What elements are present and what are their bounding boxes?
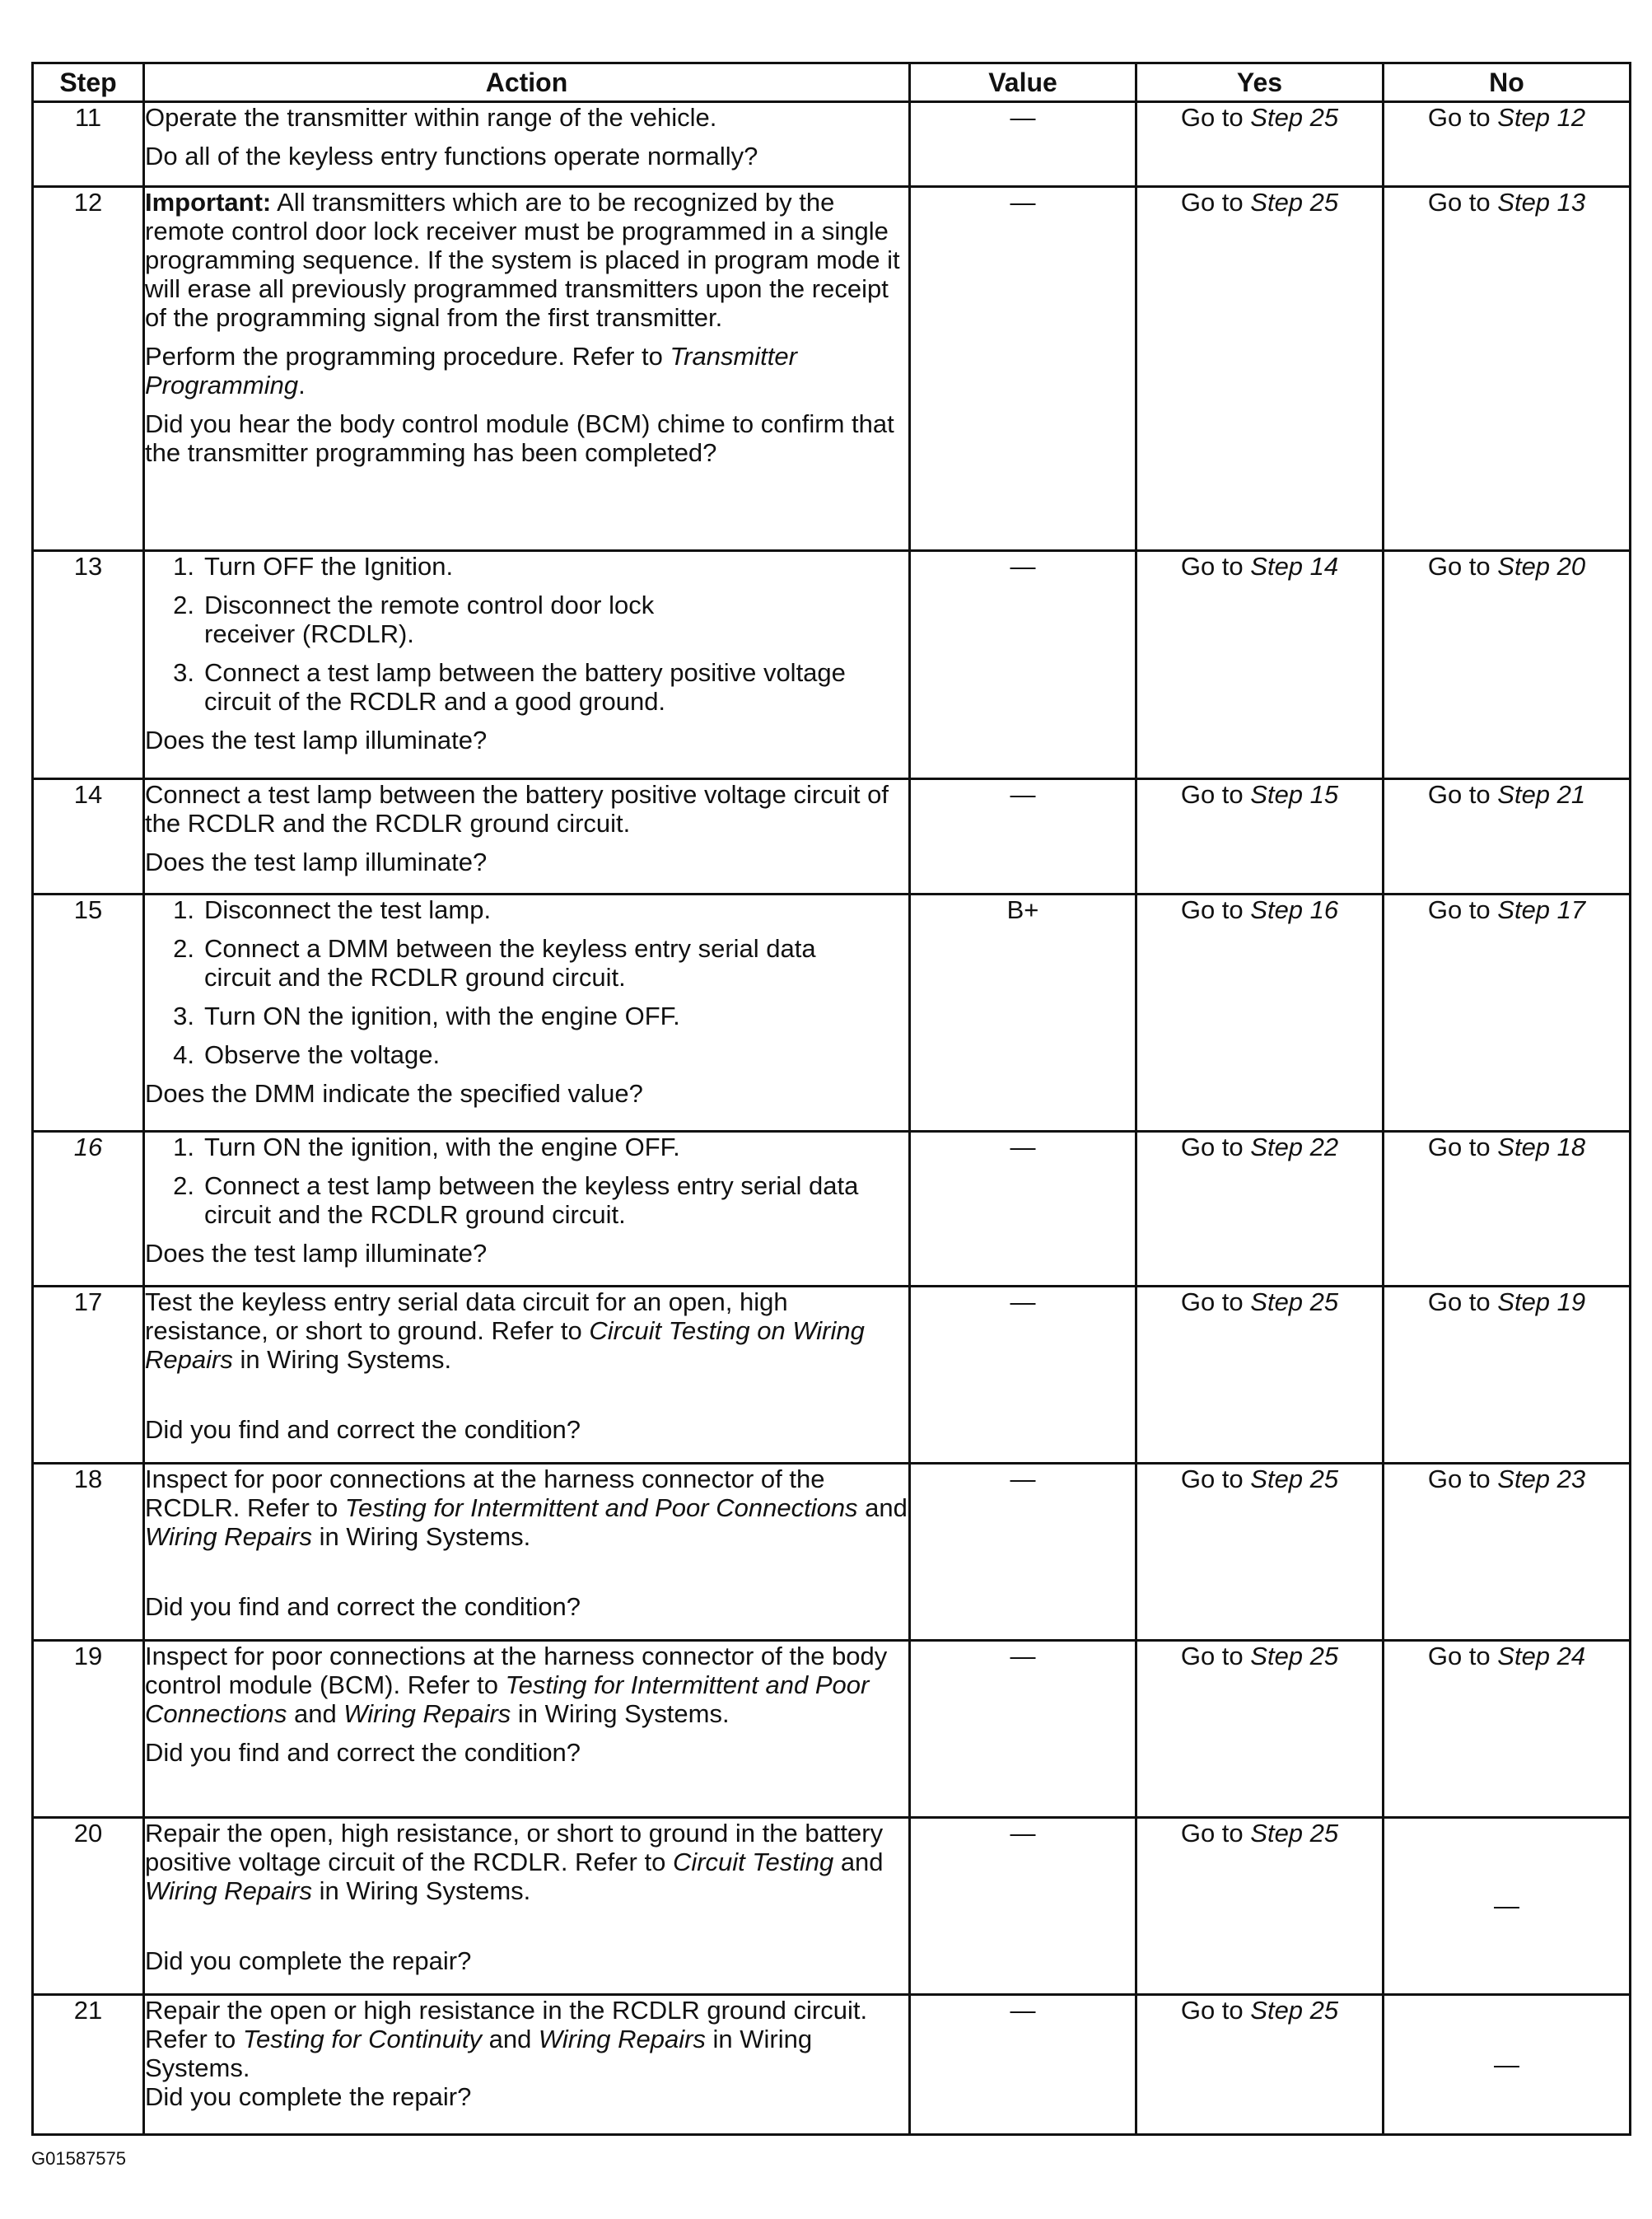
yes-step-ref: Step 25 bbox=[1250, 1819, 1339, 1848]
action-question: Did you find and correct the condition? bbox=[145, 1592, 581, 1621]
doc-reference: Circuit Testing bbox=[672, 1848, 834, 1876]
list-item: 2. Connect a test lamp between the keyless entry serial data circuit and the RCDLR ground circuit. bbox=[145, 1171, 908, 1229]
action-text-part: and bbox=[481, 2025, 539, 2053]
yes-step-ref: Step 14 bbox=[1250, 552, 1339, 581]
yes-step-ref: Step 15 bbox=[1250, 780, 1339, 809]
no-step-ref: Step 23 bbox=[1497, 1465, 1586, 1493]
table-row bbox=[33, 551, 1631, 779]
no-step-ref: Step 24 bbox=[1497, 1642, 1586, 1670]
yes-cell bbox=[1136, 779, 1384, 895]
doc-reference: Wiring Repairs bbox=[343, 1699, 511, 1728]
header-no: No bbox=[1384, 63, 1631, 102]
value-cell: — bbox=[910, 1132, 1136, 1287]
important-label: Important: bbox=[145, 188, 272, 217]
no-step-ref: Step 13 bbox=[1497, 188, 1586, 217]
doc-reference: Transmitter Programming bbox=[145, 342, 797, 399]
table-row bbox=[33, 1641, 1631, 1818]
yes-step-ref: Step 25 bbox=[1250, 1287, 1339, 1316]
action-cell bbox=[144, 1132, 910, 1287]
list-item: 3. Turn ON the ignition, with the engine OFF. bbox=[145, 1002, 908, 1030]
yes-cell bbox=[1136, 102, 1384, 187]
action-text bbox=[145, 1465, 908, 1551]
no-step-ref: Step 17 bbox=[1497, 895, 1586, 924]
yes-cell bbox=[1136, 187, 1384, 551]
no-step-ref: Step 12 bbox=[1497, 103, 1586, 132]
value-cell: — bbox=[910, 187, 1136, 551]
yes-cell bbox=[1136, 895, 1384, 1132]
yes-goto: Go to bbox=[1180, 1819, 1244, 1848]
action-text-part: Inspect for poor connections at the harness connector of the body control module (BCM). Refer to bbox=[145, 1642, 888, 1699]
no-goto: Go to bbox=[1427, 1642, 1491, 1670]
yes-cell bbox=[1136, 1641, 1384, 1818]
yes-cell bbox=[1136, 551, 1384, 779]
step-number: 15 bbox=[33, 895, 144, 1132]
list-item-text: Observe the voltage. bbox=[204, 1040, 441, 1069]
action-list bbox=[145, 552, 908, 716]
no-goto: Go to bbox=[1427, 895, 1491, 924]
step-number: 13 bbox=[33, 551, 144, 779]
action-text: Connect a test lamp between the battery positive voltage circuit of the RCDLR and the RCDLR ground circuit. bbox=[145, 780, 889, 838]
action-cell bbox=[144, 779, 910, 895]
no-goto: Go to bbox=[1427, 780, 1491, 809]
action-text-part: and bbox=[833, 1848, 884, 1876]
no-goto: Go to bbox=[1427, 1287, 1491, 1316]
value-cell: — bbox=[910, 1818, 1136, 1995]
action-text-part: Inspect for poor connections at the harness connector of the RCDLR. Refer to bbox=[145, 1465, 825, 1522]
list-item: 1. Disconnect the test lamp. bbox=[145, 895, 908, 924]
no-cell bbox=[1384, 895, 1631, 1132]
action-cell bbox=[144, 895, 910, 1132]
value-cell: — bbox=[910, 551, 1136, 779]
no-cell bbox=[1384, 779, 1631, 895]
important-text: All transmitters which are to be recognized by the remote control door lock receiver must be programmed in a single programming sequence. If the system is placed in program mode it will erase all previously programmed transmitters upon the receipt of the programming signal from the first transmitter. bbox=[145, 188, 900, 332]
action-text-part: in Wiring Systems. bbox=[145, 2025, 813, 2082]
action-text bbox=[145, 1642, 908, 1728]
action-text-part: Repair the open or high resistance in the RCDLR ground circuit. Refer to bbox=[145, 1996, 868, 2053]
list-item: 3. Connect a test lamp between the battery positive voltage circuit of the RCDLR and a good ground. bbox=[145, 658, 908, 716]
doc-reference: Testing for Intermittent and Poor Connections bbox=[344, 1493, 858, 1522]
list-item-text: Disconnect the remote control door lock receiver (RCDLR). bbox=[204, 591, 655, 648]
no-cell bbox=[1384, 102, 1631, 187]
yes-goto: Go to bbox=[1180, 780, 1244, 809]
action-question: Did you hear the body control module (BCM) chime to confirm that the transmitter programming has been completed? bbox=[145, 409, 894, 467]
step-number: 20 bbox=[33, 1818, 144, 1995]
step-number: 11 bbox=[33, 102, 144, 187]
no-step-ref: Step 21 bbox=[1497, 780, 1586, 809]
action-text-part: . bbox=[298, 371, 306, 399]
no-step-ref: Step 19 bbox=[1497, 1287, 1586, 1316]
step-number: 18 bbox=[33, 1464, 144, 1641]
yes-step-ref: Step 25 bbox=[1250, 1465, 1339, 1493]
action-text-part: Test the keyless entry serial data circuit for an open, high resistance, or short to ground. Refer to bbox=[145, 1287, 788, 1345]
value-cell: — bbox=[910, 1287, 1136, 1464]
action-text-part: and bbox=[857, 1493, 908, 1522]
action-cell bbox=[144, 1287, 910, 1464]
header-yes: Yes bbox=[1136, 63, 1384, 102]
no-cell bbox=[1384, 1287, 1631, 1464]
action-question: Do all of the keyless entry functions operate normally? bbox=[145, 142, 758, 171]
table-row bbox=[33, 1995, 1631, 2135]
yes-cell bbox=[1136, 1287, 1384, 1464]
yes-step-ref: Step 22 bbox=[1250, 1133, 1339, 1161]
action-text bbox=[145, 1819, 908, 1905]
step-number: 16 bbox=[33, 1132, 144, 1287]
no-goto: Go to bbox=[1427, 552, 1491, 581]
action-text-part: on bbox=[749, 1316, 793, 1345]
list-item-text: Connect a test lamp between the battery positive voltage circuit of the RCDLR and a good ground. bbox=[204, 658, 846, 716]
doc-reference: Testing for Intermittent and Poor Connections bbox=[145, 1670, 870, 1728]
list-item: 1. Turn OFF the Ignition. bbox=[145, 552, 908, 581]
list-item: 1. Turn ON the ignition, with the engine OFF. bbox=[145, 1133, 908, 1161]
list-item: 2. Connect a DMM between the keyless entry serial data circuit and the RCDLR ground circuit. bbox=[145, 934, 908, 992]
no-cell: — bbox=[1384, 1818, 1631, 1995]
action-question: Did you complete the repair? bbox=[145, 2082, 472, 2111]
action-text-part: in Wiring Systems. bbox=[511, 1699, 730, 1728]
no-goto: Go to bbox=[1427, 188, 1491, 217]
step-number: 14 bbox=[33, 779, 144, 895]
action-question: Did you complete the repair? bbox=[145, 1946, 472, 1975]
action-cell bbox=[144, 551, 910, 779]
action-text bbox=[145, 1287, 908, 1374]
yes-step-ref: Step 25 bbox=[1250, 1642, 1339, 1670]
yes-goto: Go to bbox=[1180, 1642, 1244, 1670]
action-cell bbox=[144, 102, 910, 187]
value-cell: — bbox=[910, 1995, 1136, 2135]
table-row bbox=[33, 102, 1631, 187]
action-cell bbox=[144, 1641, 910, 1818]
yes-goto: Go to bbox=[1180, 1996, 1244, 2025]
no-cell bbox=[1384, 1132, 1631, 1287]
action-cell bbox=[144, 1995, 910, 2135]
action-text-part: Perform the programming procedure. Refer to bbox=[145, 342, 670, 371]
action-text bbox=[145, 1996, 908, 2082]
no-goto: Go to bbox=[1427, 1133, 1491, 1161]
no-goto: Go to bbox=[1427, 1465, 1491, 1493]
list-item: 4. Observe the voltage. bbox=[145, 1040, 908, 1069]
step-number: 12 bbox=[33, 187, 144, 551]
value-cell: — bbox=[910, 1641, 1136, 1818]
action-list bbox=[145, 895, 908, 1069]
header-row bbox=[33, 63, 1631, 102]
value-cell: B+ bbox=[910, 895, 1136, 1132]
table-row bbox=[33, 1818, 1631, 1995]
table-row bbox=[33, 895, 1631, 1132]
yes-step-ref: Step 25 bbox=[1250, 188, 1339, 217]
value-cell: — bbox=[910, 1464, 1136, 1641]
doc-reference: Wiring Repairs bbox=[538, 2025, 706, 2053]
yes-goto: Go to bbox=[1180, 1287, 1244, 1316]
yes-cell bbox=[1136, 1995, 1384, 2135]
yes-cell bbox=[1136, 1464, 1384, 1641]
step-number: 17 bbox=[33, 1287, 144, 1464]
action-list bbox=[145, 1133, 908, 1229]
no-cell bbox=[1384, 551, 1631, 779]
yes-goto: Go to bbox=[1180, 1133, 1244, 1161]
action-text-part: in Wiring Systems. bbox=[312, 1876, 531, 1905]
doc-reference: Wiring Repairs bbox=[145, 1522, 312, 1551]
figure-code: G01587575 bbox=[31, 2148, 126, 2169]
important-note bbox=[145, 188, 908, 332]
list-item-text: Connect a test lamp between the keyless entry serial data circuit and the RCDLR ground circuit. bbox=[204, 1171, 859, 1229]
table-row bbox=[33, 1287, 1631, 1464]
action-cell bbox=[144, 187, 910, 551]
no-cell bbox=[1384, 1464, 1631, 1641]
list-item-text: Turn OFF the Ignition. bbox=[204, 552, 454, 581]
list-item-text: Turn ON the ignition, with the engine OFF. bbox=[204, 1002, 680, 1030]
action-text-part: in Wiring Systems. bbox=[312, 1522, 531, 1551]
yes-goto: Go to bbox=[1180, 1465, 1244, 1493]
action-question: Does the test lamp illuminate? bbox=[145, 1239, 488, 1268]
step-number: 19 bbox=[33, 1641, 144, 1818]
header-step: Step bbox=[33, 63, 144, 102]
no-cell bbox=[1384, 187, 1631, 551]
no-step-ref: Step 18 bbox=[1497, 1133, 1586, 1161]
yes-cell bbox=[1136, 1818, 1384, 1995]
table-row bbox=[33, 187, 1631, 551]
yes-step-ref: Step 25 bbox=[1250, 1996, 1339, 2025]
action-text-part: in Wiring Systems. bbox=[232, 1345, 452, 1374]
list-item: 2. Disconnect the remote control door lock receiver (RCDLR). bbox=[145, 591, 908, 648]
step-number: 21 bbox=[33, 1995, 144, 2135]
action-text: Operate the transmitter within range of the vehicle. bbox=[145, 103, 717, 132]
table-row bbox=[33, 779, 1631, 895]
yes-goto: Go to bbox=[1180, 188, 1244, 217]
action-question: Does the test lamp illuminate? bbox=[145, 848, 488, 876]
list-item-text: Connect a DMM between the keyless entry serial data circuit and the RCDLR ground circuit. bbox=[204, 934, 816, 992]
action-cell bbox=[144, 1464, 910, 1641]
no-cell: — bbox=[1384, 1995, 1631, 2135]
yes-goto: Go to bbox=[1180, 103, 1244, 132]
doc-reference: Circuit Testing bbox=[589, 1316, 750, 1345]
yes-cell bbox=[1136, 1132, 1384, 1287]
action-cell bbox=[144, 1818, 910, 1995]
yes-goto: Go to bbox=[1180, 895, 1244, 924]
action-question: Does the test lamp illuminate? bbox=[145, 726, 488, 754]
doc-reference: Testing for Continuity bbox=[242, 2025, 482, 2053]
list-item-text: Disconnect the test lamp. bbox=[204, 895, 492, 924]
doc-reference: Wiring Repairs bbox=[145, 1316, 865, 1374]
list-item-text: Turn ON the ignition, with the engine OFF. bbox=[204, 1133, 680, 1161]
yes-step-ref: Step 16 bbox=[1250, 895, 1339, 924]
yes-step-ref: Step 25 bbox=[1250, 103, 1339, 132]
header-action: Action bbox=[144, 63, 910, 102]
table-row bbox=[33, 1464, 1631, 1641]
diagnostic-table bbox=[31, 62, 1631, 2136]
yes-goto: Go to bbox=[1180, 552, 1244, 581]
action-question: Did you find and correct the condition? bbox=[145, 1415, 581, 1444]
doc-reference: Wiring Repairs bbox=[145, 1876, 312, 1905]
action-question: Does the DMM indicate the specified value? bbox=[145, 1079, 643, 1108]
action-question: Did you find and correct the condition? bbox=[145, 1738, 581, 1767]
no-cell bbox=[1384, 1641, 1631, 1818]
value-cell: — bbox=[910, 779, 1136, 895]
no-step-ref: Step 20 bbox=[1497, 552, 1586, 581]
action-text bbox=[145, 342, 908, 399]
action-text-part: Repair the open, high resistance, or short to ground in the battery positive voltage circuit of the RCDLR. Refer to bbox=[145, 1819, 884, 1876]
header-value: Value bbox=[910, 63, 1136, 102]
value-cell: — bbox=[910, 102, 1136, 187]
table-row bbox=[33, 1132, 1631, 1287]
action-text-part: and bbox=[287, 1699, 344, 1728]
no-goto: Go to bbox=[1427, 103, 1491, 132]
